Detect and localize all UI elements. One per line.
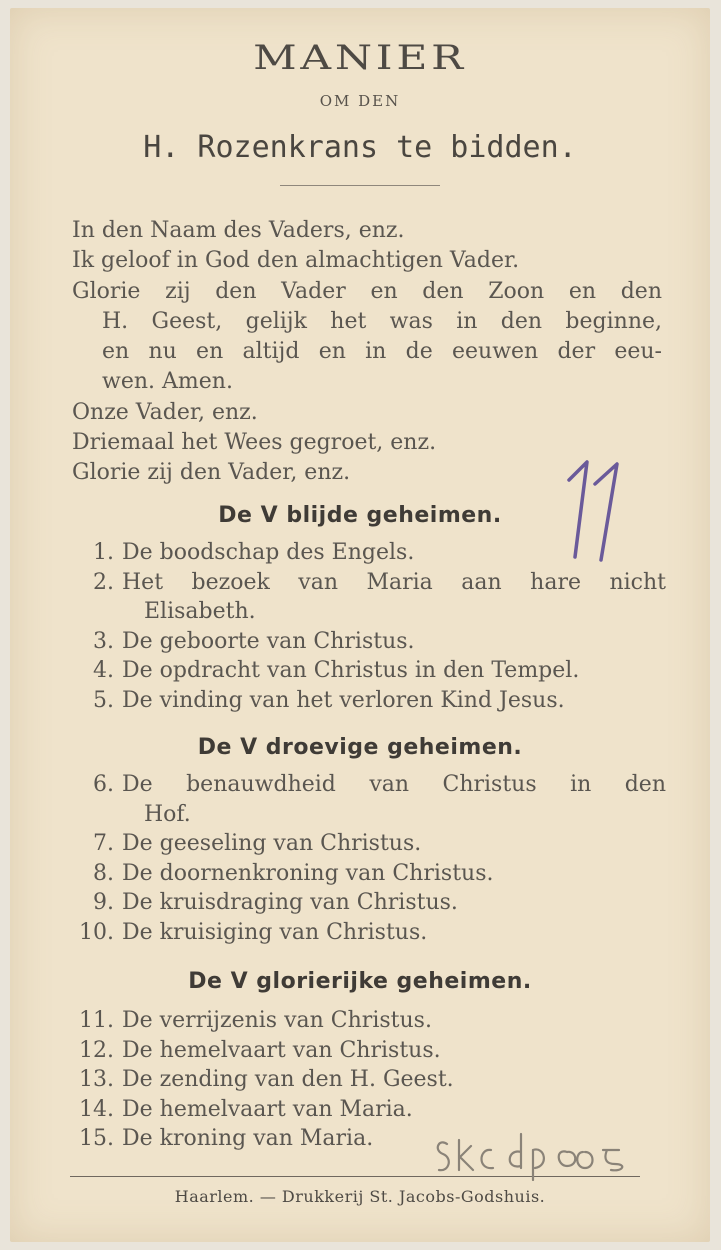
list-item <box>66 859 666 889</box>
item-number: 10. <box>79 919 114 945</box>
list-item <box>66 888 666 918</box>
item-number: 13. <box>79 1067 114 1093</box>
item-number: 6. <box>93 772 114 797</box>
list-item <box>66 1006 666 1036</box>
item-number: 4. <box>93 658 114 684</box>
list-item <box>66 656 666 686</box>
prayer-line: Ik geloof in God den almachtigen Vader. <box>72 248 520 274</box>
item-text: Het bezoek van Maria aan hare nicht <box>122 569 666 595</box>
section-heading-sorrowful: De V droevige geheimen. <box>197 735 523 760</box>
item-text-continued: Elisabeth. <box>144 599 256 625</box>
item-text: De boodschap des Engels. <box>122 540 415 565</box>
item-text: De hemelvaart van Maria. <box>122 1096 413 1122</box>
mysteries-sorrowful <box>66 770 666 948</box>
item-text: De zending van den H. Geest. <box>122 1067 454 1093</box>
list-item <box>66 1095 666 1125</box>
item-text: De geboorte van Christus. <box>122 628 415 654</box>
handwritten-number <box>555 452 665 567</box>
prayer-line: Glorie zij den Vader en den Zoon en den <box>72 278 662 304</box>
item-number: 14. <box>79 1096 114 1122</box>
prayer-line: Driemaal het Wees gegroet, enz. <box>72 430 437 456</box>
list-item <box>66 829 666 859</box>
handwritten-signature <box>435 1126 635 1181</box>
item-text-continued: Hof. <box>144 801 191 827</box>
prayer-line: wen. Amen. <box>102 369 233 395</box>
prayer-line: Onze Vader, enz. <box>72 399 258 425</box>
heading: H. Rozenkrans te bidden. <box>143 130 577 165</box>
list-item <box>66 627 666 657</box>
item-text: De kroning van Maria. <box>122 1126 374 1152</box>
prayer-line: Glorie zij den Vader, enz. <box>72 460 351 486</box>
item-number: 11. <box>79 1008 114 1033</box>
item-number: 8. <box>93 860 114 886</box>
item-text: De opdracht van Christus in den Tempel. <box>122 658 580 684</box>
item-number: 15. <box>79 1126 114 1152</box>
list-item <box>66 770 666 829</box>
printer-imprint: Haarlem. — Drukkerij St. Jacobs-Godshuis. <box>174 1187 546 1206</box>
item-number: 2. <box>93 569 114 595</box>
item-text: De kruisdraging van Christus. <box>122 890 458 916</box>
section-heading-glorious: De V glorierijke geheimen. <box>188 969 532 994</box>
prayer-card <box>10 8 710 1242</box>
prayer-line: en nu en altijd en in de eeuwen der eeu- <box>102 339 662 365</box>
list-item <box>66 918 666 948</box>
item-number: 7. <box>93 831 114 857</box>
item-text: De vinding van het verloren Kind Jesus. <box>122 687 565 713</box>
title: MANIER <box>253 38 467 78</box>
list-item <box>66 686 666 716</box>
item-number: 1. <box>93 540 114 565</box>
prayer-line: In den Naam des Vaders, enz. <box>72 218 405 243</box>
list-item <box>66 568 666 627</box>
list-item <box>66 1065 666 1095</box>
divider-top <box>280 185 440 186</box>
opening-prayers <box>72 216 662 489</box>
item-text: De benauwdheid van Christus in den <box>122 772 666 797</box>
item-text: De doornenkroning van Christus. <box>122 860 494 886</box>
item-number: 5. <box>93 687 114 713</box>
item-text: De hemelvaart van Christus. <box>122 1037 441 1063</box>
item-number: 3. <box>93 628 114 654</box>
item-text: De verrijzenis van Christus. <box>122 1008 432 1033</box>
prayer-line: H. Geest, gelijk het was in den beginne, <box>102 308 662 334</box>
section-heading-joyful: De V blijde geheimen. <box>218 503 502 528</box>
list-item <box>66 1036 666 1066</box>
subtitle: OM DEN <box>319 92 401 110</box>
item-number: 9. <box>93 890 114 916</box>
item-text: De geeseling van Christus. <box>122 831 422 857</box>
item-number: 12. <box>79 1037 114 1063</box>
item-text: De kruisiging van Christus. <box>122 919 428 945</box>
